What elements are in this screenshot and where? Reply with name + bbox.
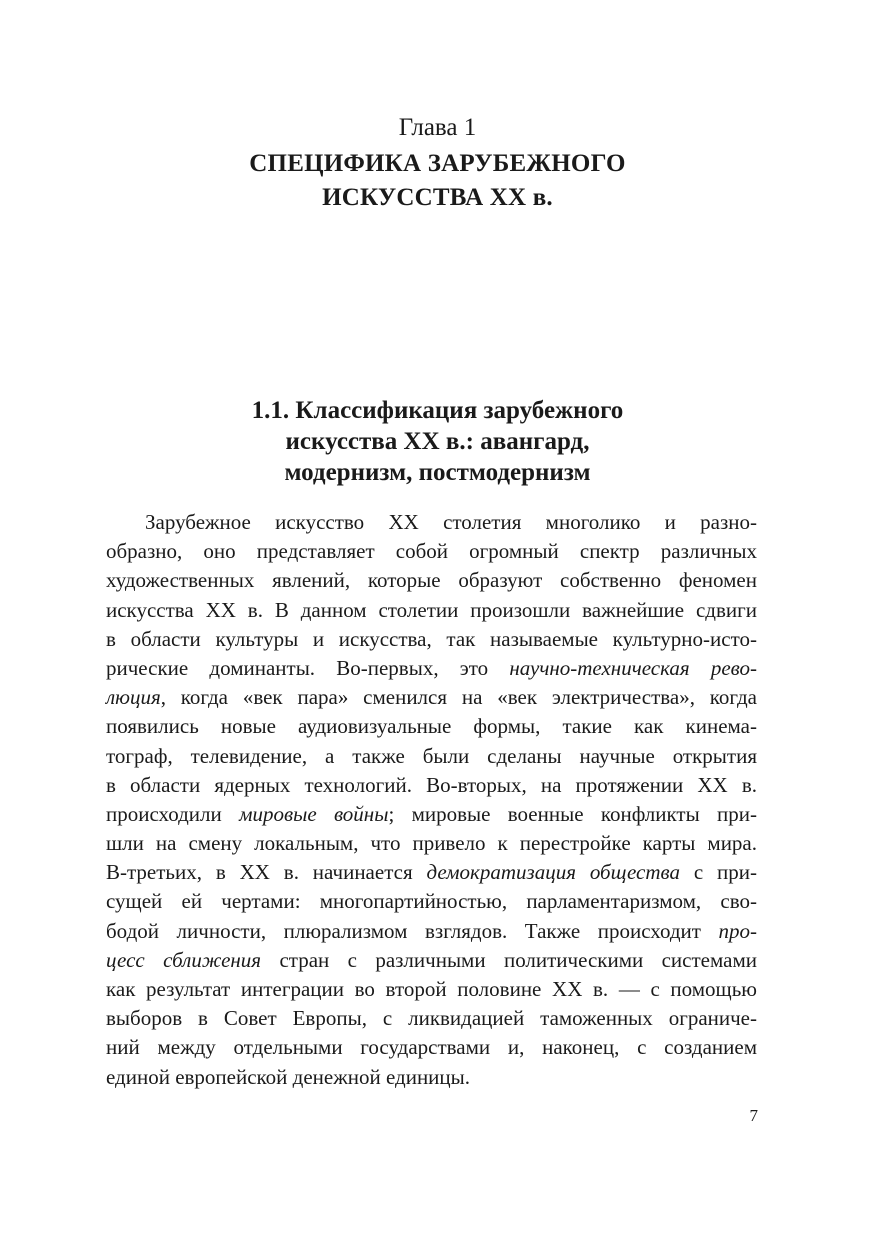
text-run: бодой личности, плюрализмом взглядов. Также происходит (106, 918, 719, 943)
text-line (106, 596, 757, 625)
italic-emphasis: про- (718, 918, 757, 943)
chapter-title (0, 147, 875, 215)
page-number: 7 (749, 1106, 758, 1125)
text-run: Зарубежное искусство XX столетия многолико и разно- (145, 510, 757, 534)
text-run: выборов в Совет Европы, с ликвидацией таможенных ограниче- (106, 1006, 757, 1031)
text-line (106, 712, 757, 741)
text-line (106, 946, 757, 975)
chapter-label: Глава 1 (398, 114, 477, 141)
text-line (106, 625, 757, 654)
text-line (106, 537, 757, 566)
text-run: искусства XX в. В данном столетии произошли важнейшие сдвиги (106, 597, 757, 622)
section-title (0, 395, 875, 488)
text-line (106, 508, 757, 537)
italic-emphasis: демократизация общества (426, 860, 681, 885)
text-run: как результат интеграции во второй половине XX в. — с помощью (106, 977, 757, 1001)
text-run: ний между отдельными государствами и, наконец, с созданием (106, 1035, 757, 1060)
text-run: художественных явлений, которые образуют собственно феномен (106, 568, 757, 593)
text-run: с при- (680, 860, 758, 885)
italic-emphasis: мировые войны (239, 801, 389, 826)
text-line (106, 887, 757, 916)
text-line (106, 917, 757, 946)
text-run: стран с различными политическими системами (261, 947, 757, 972)
text-run: , когда «век пара» сменился на «век электричества», когда (160, 685, 757, 710)
italic-emphasis: научно-техническая рево- (509, 655, 757, 680)
body-paragraph (106, 508, 757, 1092)
text-line (106, 858, 757, 887)
section-title-line: искусства XX в.: авангард, (285, 428, 590, 455)
text-run: В-третьих, в XX в. начинается (106, 860, 427, 885)
chapter-title-line: СПЕЦИФИКА ЗАРУБЕЖНОГО (249, 150, 626, 177)
text-line (106, 771, 757, 800)
text-run: в области ядерных технологий. Во-вторых, на протяжении XX в. (106, 772, 757, 797)
section-title-line: 1.1. Классификация зарубежного (251, 397, 624, 424)
text-run: в области культуры и искусства, так называемые культурно-исто- (106, 626, 757, 651)
text-line (106, 742, 757, 771)
text-run: ; мировые военные конфликты при- (388, 801, 757, 826)
text-line (106, 683, 757, 712)
chapter-title-line: ИСКУССТВА XX в. (322, 184, 553, 211)
text-line (106, 800, 757, 829)
text-line (106, 1004, 757, 1033)
text-run: шли на смену локальным, что привело к перестройке карты мира. (106, 831, 757, 856)
text-run: тограф, телевидение, а также были сделаны научные открытия (106, 743, 757, 768)
text-line (106, 829, 757, 858)
text-line (106, 566, 757, 595)
text-run: единой европейской денежной единицы. (106, 1064, 471, 1089)
text-line (106, 975, 757, 1004)
italic-emphasis: люция (106, 685, 161, 710)
text-run: происходили (106, 801, 240, 826)
text-run: образно, оно представляет собой огромный спектр различных (106, 539, 757, 564)
text-run: появились новые аудиовизуальные формы, такие как кинема- (106, 714, 757, 739)
text-line (106, 1033, 757, 1062)
text-run: сущей ей чертами: многопартийностью, парламентаризмом, сво- (106, 889, 757, 914)
text-run: рические доминанты. Во-первых, это (106, 655, 510, 680)
text-line (106, 654, 757, 683)
section-title-line: модернизм, постмодернизм (284, 459, 591, 486)
italic-emphasis: цесс сближения (106, 947, 262, 972)
text-line (106, 1063, 757, 1092)
